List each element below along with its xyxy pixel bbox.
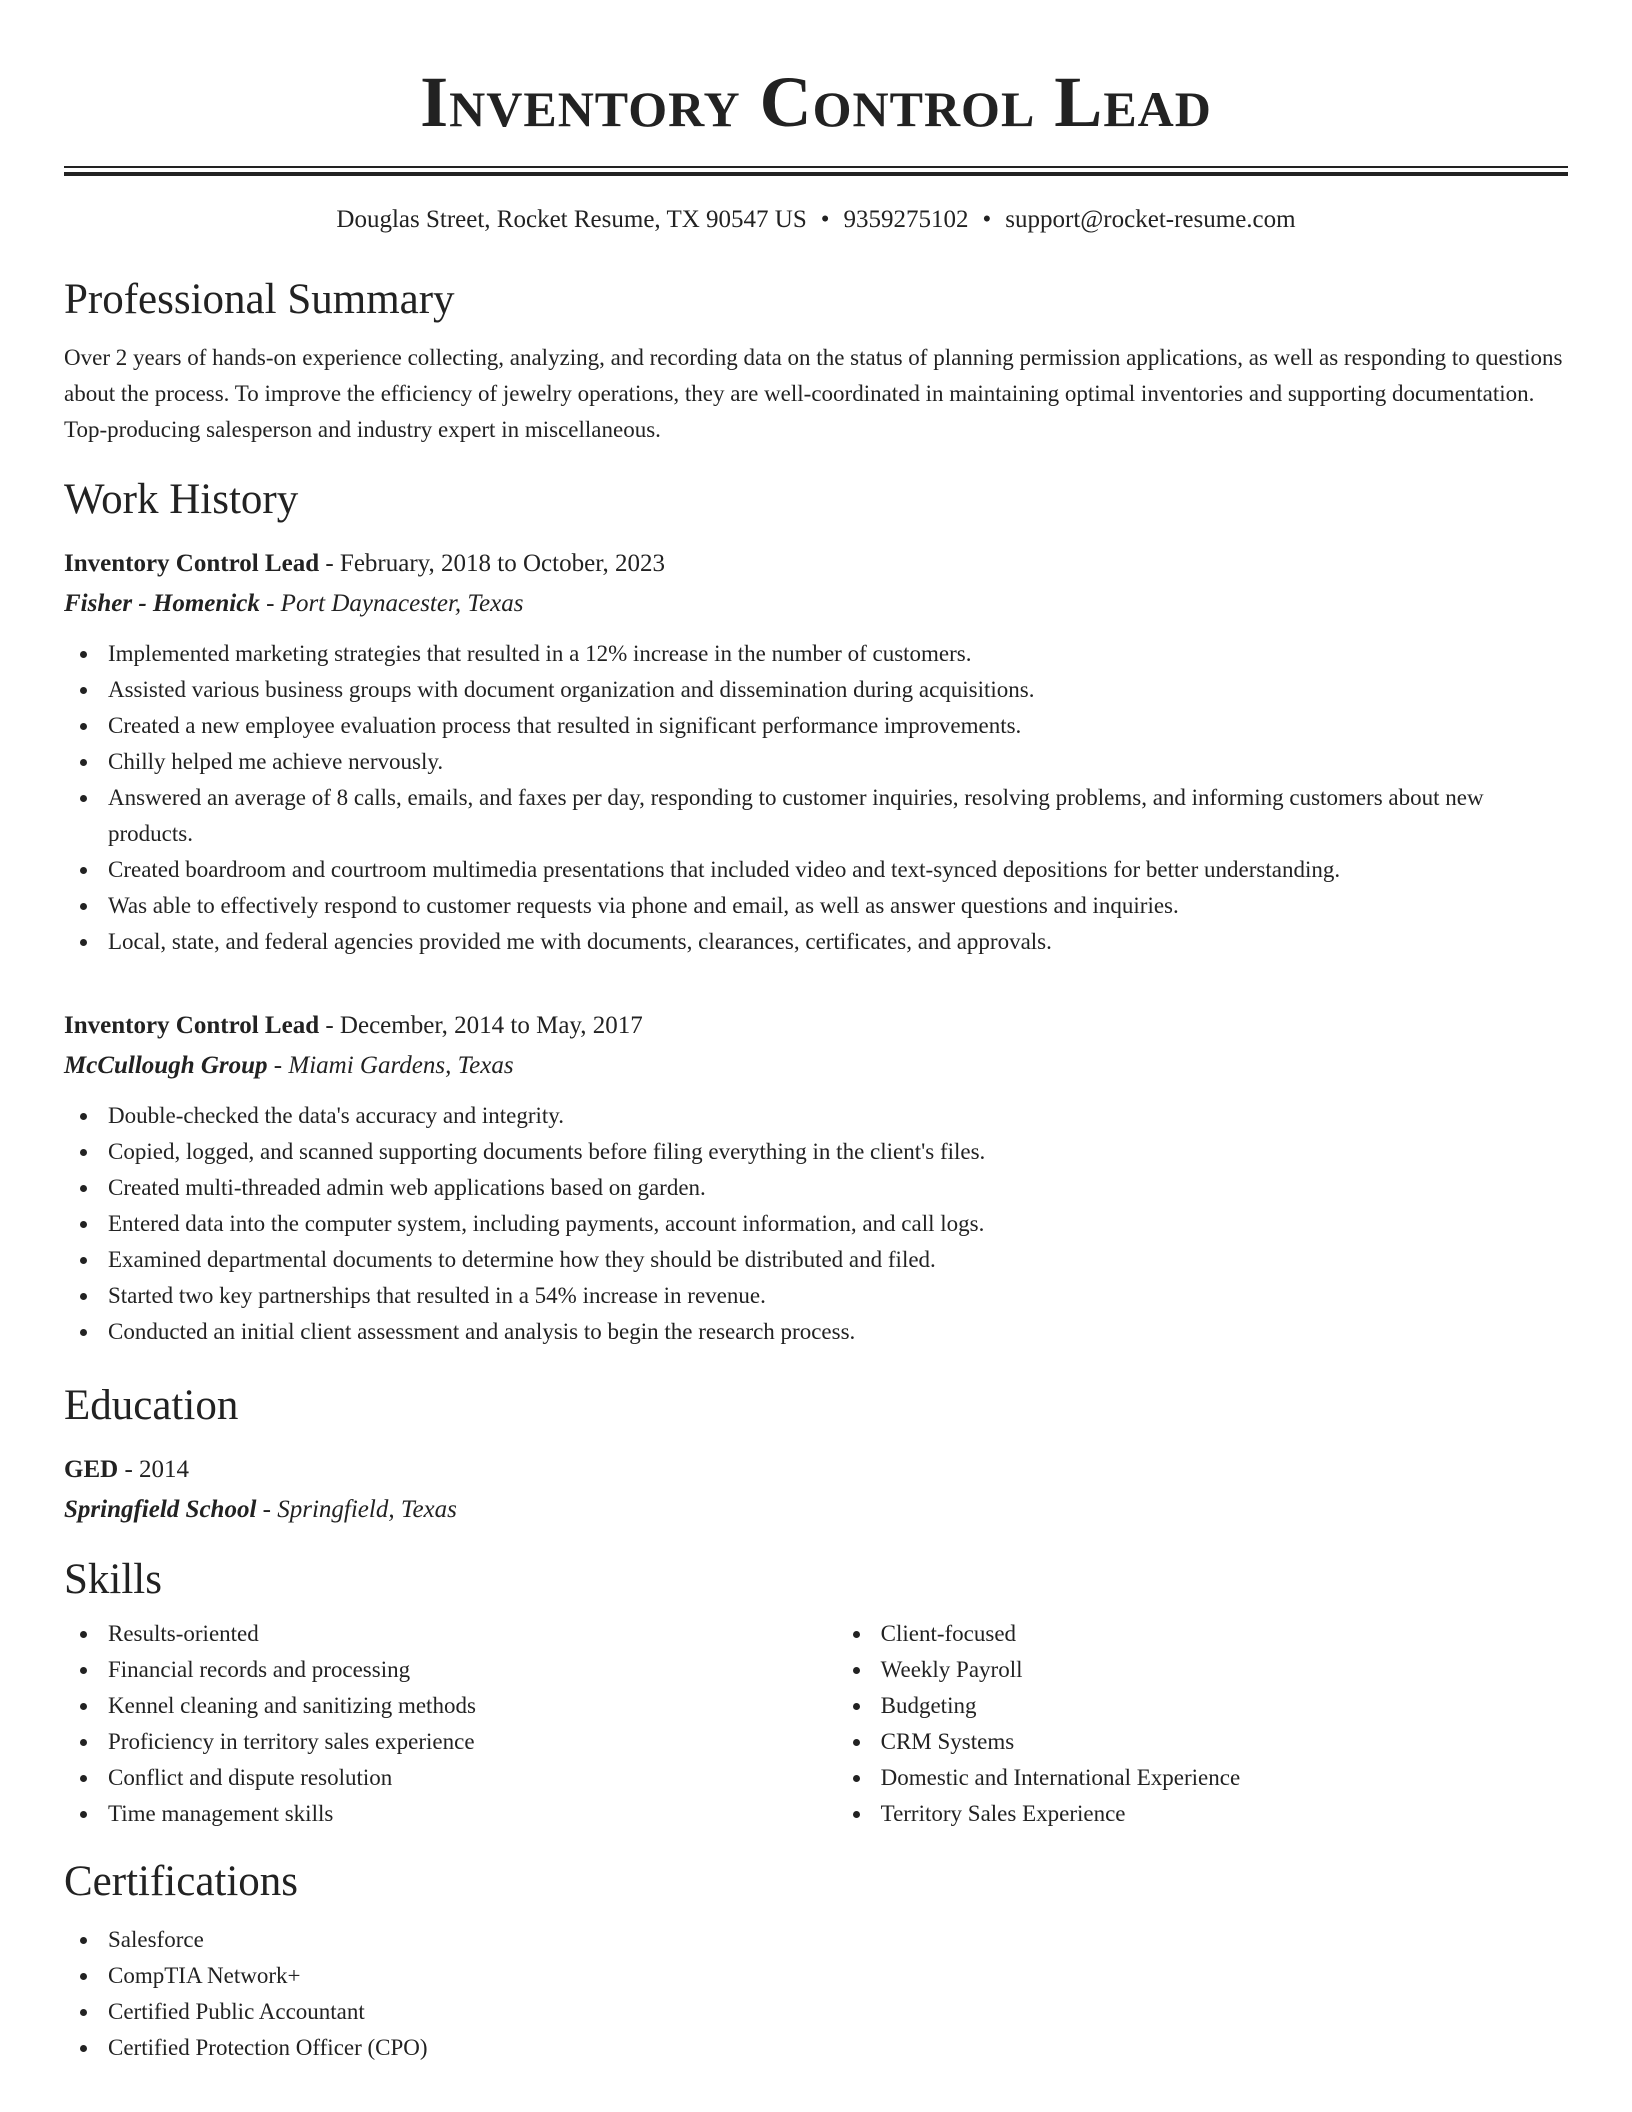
skill-item: Domestic and International Experience — [881, 1760, 1568, 1796]
skill-item: Results-oriented — [108, 1616, 837, 1652]
job-bullet: Local, state, and federal agencies provided me with documents, clearances, certificates, and approvals. — [108, 924, 1568, 960]
education-entry — [64, 1450, 1568, 1530]
skill-item: Kennel cleaning and sanitizing methods — [108, 1688, 837, 1724]
company-location: - Port Daynacester, Texas — [259, 590, 524, 617]
summary-heading: Professional Summary — [64, 276, 455, 323]
skill-item: Client-focused — [881, 1616, 1568, 1652]
job-title-line — [64, 1006, 1568, 1046]
resume-title: Inventory Control Lead — [420, 62, 1212, 142]
job-dates: - February, 2018 to October, 2023 — [319, 550, 666, 577]
job-bullet: Created boardroom and courtroom multimedia presentations that included video and text-synced depositions for better understanding. — [108, 852, 1568, 888]
job-bullet: Chilly helped me achieve nervously. — [108, 744, 1568, 780]
skill-item: CRM Systems — [881, 1724, 1568, 1760]
company-line — [64, 1046, 1568, 1086]
certification-item: CompTIA Network+ — [108, 1958, 1568, 1994]
company-line — [64, 584, 1568, 624]
education-heading: Education — [64, 1382, 239, 1429]
contact-separator: • — [820, 206, 830, 233]
job-title-line — [64, 544, 1568, 584]
job-bullet-list — [64, 636, 1568, 960]
skill-item: Weekly Payroll — [881, 1652, 1568, 1688]
job-bullet: Copied, logged, and scanned supporting documents before filing everything in the client's files. — [108, 1134, 1568, 1170]
school-line — [64, 1490, 1568, 1530]
certification-item: Salesforce — [108, 1922, 1568, 1958]
degree-line — [64, 1450, 1568, 1490]
company-name: McCullough Group — [64, 1052, 268, 1079]
contact-separator: • — [982, 206, 992, 233]
job-title: Inventory Control Lead — [64, 550, 320, 577]
job-bullet: Answered an average of 8 calls, emails, and faxes per day, responding to customer inquiries, resolving problems, and informing customers about new products. — [108, 780, 1568, 852]
skill-item: Time management skills — [108, 1796, 837, 1832]
contact-line — [64, 204, 1568, 236]
job-bullet: Implemented marketing strategies that resulted in a 12% increase in the number of customers. — [108, 636, 1568, 672]
skill-item: Conflict and dispute resolution — [108, 1760, 837, 1796]
company-name: Fisher - Homenick — [64, 590, 260, 617]
certifications-section — [64, 1922, 1568, 2066]
school-location: - Springfield, Texas — [256, 1496, 457, 1523]
certification-item: Certified Public Accountant — [108, 1994, 1568, 2030]
job-entry — [64, 1006, 1568, 1350]
summary-text: Over 2 years of hands-on experience collecting, analyzing, and recording data on the status of planning permission applications, as well as responding to questions about the process. To improve the efficiency of jewelry operations, they are well-coordinated in maintaining optimal inventories and supporting documentation. Top-producing salesperson and industry expert in miscellaneous. — [64, 345, 1563, 442]
job-dates: - December, 2014 to May, 2017 — [319, 1012, 643, 1039]
skill-item: Proficiency in territory sales experience — [108, 1724, 837, 1760]
job-bullet: Was able to effectively respond to customer requests via phone and email, as well as answer questions and inquiries. — [108, 888, 1568, 924]
school-name: Springfield School — [64, 1496, 257, 1523]
skills-list-left — [64, 1616, 837, 1832]
job-bullet: Conducted an initial client assessment and analysis to begin the research process. — [108, 1314, 1568, 1350]
skill-item: Budgeting — [881, 1688, 1568, 1724]
job-bullet: Examined departmental documents to determine how they should be distributed and filed. — [108, 1242, 1568, 1278]
skills-columns — [64, 1616, 1568, 1832]
degree: GED — [64, 1456, 119, 1483]
job-bullet: Assisted various business groups with document organization and dissemination during acquisitions. — [108, 672, 1568, 708]
skill-item: Territory Sales Experience — [881, 1796, 1568, 1832]
certification-item: Certified Protection Officer (CPO) — [108, 2030, 1568, 2066]
job-bullet-list — [64, 1098, 1568, 1350]
title-divider — [64, 166, 1568, 176]
job-bullet: Entered data into the computer system, including payments, account information, and call logs. — [108, 1206, 1568, 1242]
company-location: - Miami Gardens, Texas — [267, 1052, 514, 1079]
certifications-heading: Certifications — [64, 1858, 299, 1905]
skills-heading: Skills — [64, 1556, 162, 1603]
job-bullet: Started two key partnerships that resulted in a 54% increase in revenue. — [108, 1278, 1568, 1314]
contact-email: support@rocket-resume.com — [1005, 206, 1296, 233]
contact-address: Douglas Street, Rocket Resume, TX 90547 US — [336, 206, 807, 233]
skills-list-right — [837, 1616, 1568, 1832]
job-entry — [64, 544, 1568, 960]
certifications-list — [64, 1922, 1568, 2066]
skill-item: Financial records and processing — [108, 1652, 837, 1688]
education-year: - 2014 — [118, 1456, 190, 1483]
job-bullet: Double-checked the data's accuracy and integrity. — [108, 1098, 1568, 1134]
contact-phone: 9359275102 — [843, 206, 969, 233]
job-bullet: Created a new employee evaluation process that resulted in significant performance improvements. — [108, 708, 1568, 744]
work-history-heading: Work History — [64, 476, 299, 523]
job-title: Inventory Control Lead — [64, 1012, 320, 1039]
job-bullet: Created multi-threaded admin web applications based on garden. — [108, 1170, 1568, 1206]
